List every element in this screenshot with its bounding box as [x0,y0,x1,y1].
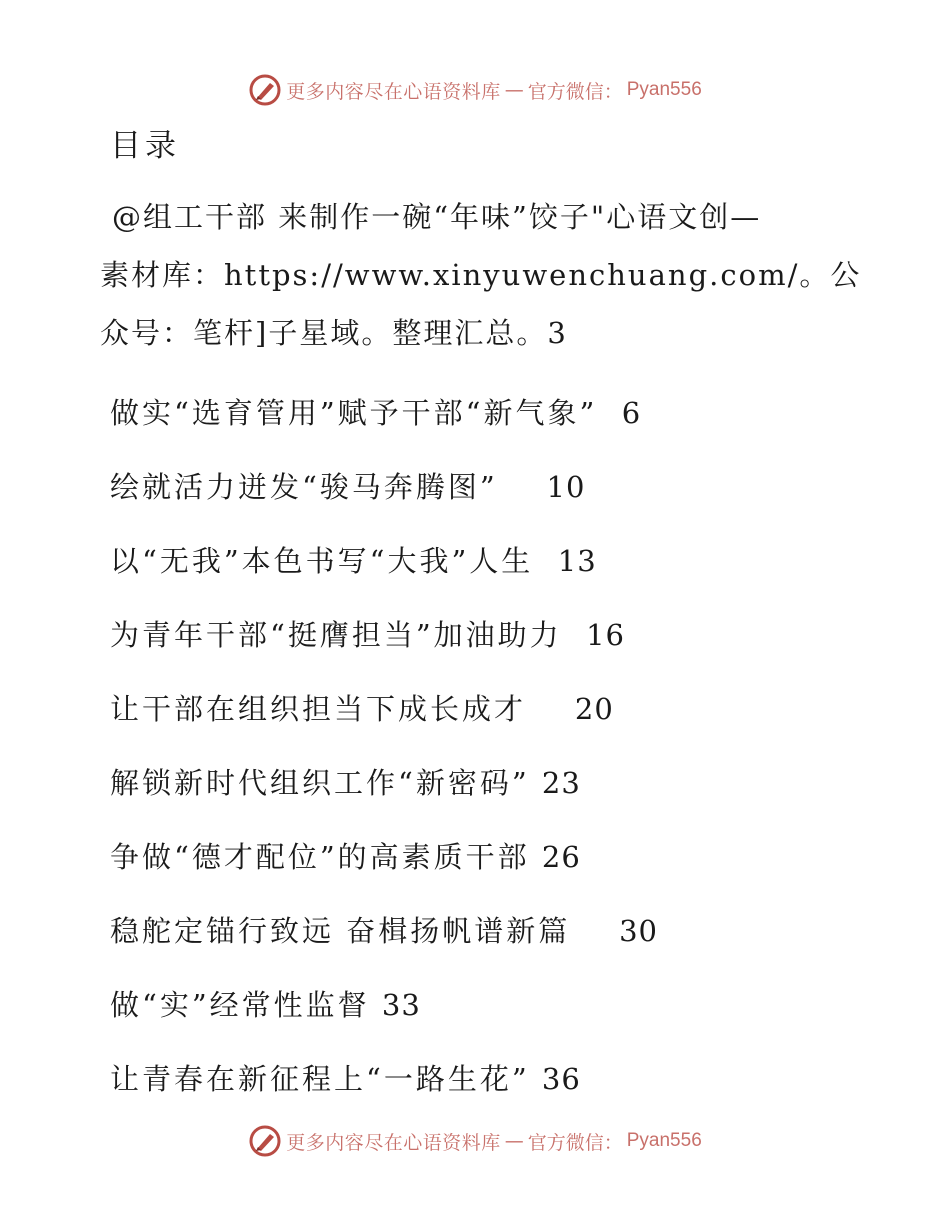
toc-first-entry-line: 众号：笔杆]子星域。整理汇总。3 [100,316,568,350]
watermark-text: 更多内容尽在心语资料库 [286,1131,501,1154]
watermark-account: Pyan556 [626,1130,702,1151]
toc-first-entry-line: 素材库：https://www.xinyuwenchuang.com/。公 [100,258,862,292]
watermark-dash: — [504,79,524,101]
toc-item-gap [530,1062,542,1096]
toc-item-title: 稳舵定锚行致远 奋楫扬帆谱新篇 [110,914,571,948]
toc-item-gap [530,766,542,800]
toc-item-page: 10 [546,470,586,504]
toc-item [100,894,870,968]
toc-item-page: 20 [574,692,614,726]
toc-item-page: 13 [557,544,597,578]
toc-item-page: 26 [541,840,581,874]
toc-item-gap [562,618,586,652]
toc-item-gap [530,840,542,874]
toc-item-title: 为青年干部“挺膺担当”加油助力 [110,618,562,652]
toc-first-entry [100,188,870,362]
toc-item [100,598,870,672]
toc-item-title: 做“实”经常性监督 [110,988,370,1022]
toc-item-title: 争做“德才配位”的高素质干部 [110,840,530,874]
toc-item-page: 16 [586,618,625,652]
toc-item-title: 做实“选育管用”赋予干部“新气象” [110,396,598,430]
toc-item-title: 让青春在新征程上“一路生花” [110,1062,530,1096]
toc-item [100,524,870,598]
toc-item-page: 36 [541,1062,581,1096]
toc-item-gap [526,692,575,726]
watermark-text: 更多内容尽在心语资料库 [286,80,501,103]
toc-item-gap [570,914,619,948]
toc-item [100,450,870,524]
watermark-dash: — [504,1130,524,1152]
watermark-official-label: 官方微信： [527,80,623,103]
toc-title: 目录 [110,128,180,164]
toc-first-entry-line: @组工干部 来制作一碗“年味”饺子"心语文创— [112,200,762,234]
toc-item-gap [370,988,382,1022]
watermark-official-label: 官方微信： [527,1131,623,1154]
toc-item [100,1042,870,1116]
toc-item [100,376,870,450]
toc-item-page: 6 [621,396,642,430]
toc-item-page: 33 [381,988,421,1022]
footer-watermark [0,1121,950,1161]
toc-item-title: 让干部在组织担当下成长成才 [110,692,527,726]
watermark-account: Pyan556 [626,79,702,100]
toc-item-gap [498,470,547,504]
toc-list [100,376,870,1116]
pen-logo-icon [248,73,282,107]
toc-item [100,968,870,1042]
toc-item-gap [597,396,621,430]
toc-item [100,820,870,894]
toc-item-title: 绘就活力迸发“骏马奔腾图” [110,470,498,504]
toc-item-page: 30 [619,914,659,948]
document-body [100,118,870,1116]
toc-item-title: 解锁新时代组织工作“新密码” [110,766,530,800]
toc-item [100,746,870,820]
header-watermark [0,70,950,110]
toc-item-page: 23 [541,766,581,800]
pen-logo-icon [248,1124,282,1158]
toc-item [100,672,870,746]
toc-item-title: 以“无我”本色书写“大我”人生 [110,544,534,578]
toc-item-gap [533,544,557,578]
